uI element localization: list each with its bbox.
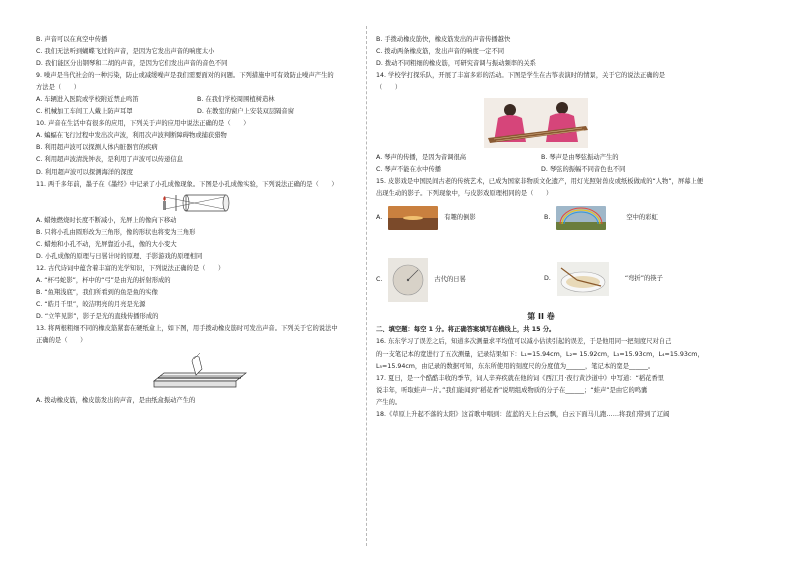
left-column xyxy=(36,36,358,409)
reflection-photo xyxy=(388,206,438,230)
option-d: D. 琴弦的振幅不同音色也不同 xyxy=(541,166,626,174)
performer-dress xyxy=(546,113,578,142)
option-c: C. “皓月千里”，皎洁明亮的月亮是光源 xyxy=(36,300,146,308)
option-label: “弯折”的筷子 xyxy=(624,275,663,283)
performer-head xyxy=(556,102,568,114)
option-a: A. “杯弓蛇影”，杯中的“弓”是由光的折射形成的 xyxy=(36,276,171,284)
option-a: A. 蜡烛燃烧时长度不断减小，光屏上的像向下移动 xyxy=(36,216,177,224)
bent-chopsticks-photo xyxy=(557,262,609,296)
option-c: C. 蜡烛和小孔不动，光屏靠近小孔，像的大小变大 xyxy=(36,240,177,248)
option-d: D. 利用超声波可以探测海洋的深度 xyxy=(36,168,134,176)
question-15-image-options-row1 xyxy=(376,202,706,256)
box-side xyxy=(154,381,236,387)
option-c: C. 机械加工车间工人戴上防声耳罩 xyxy=(36,108,133,116)
question-15-stem: 15. 皮影戏是中国民间古老的传统艺术，已成为国家非物质文化遗产，用灯光照射兽皮或纸板做成的“人物”，屏幕上便 xyxy=(376,178,704,186)
option-d: D. 在教室的窗户上安装双层隔音窗 xyxy=(197,108,295,116)
question-9-options-row1 xyxy=(36,96,358,104)
sundial-photo xyxy=(388,258,428,302)
option-text: D. 我们能区分出钢琴和二胡的声音，是因为它们发出声音的音色不同 xyxy=(36,60,228,68)
option-letter: A. xyxy=(376,214,383,222)
question-14-stem: 14. 学校学打探乐队，开展了丰富多彩的活动。下图是学生在古筝表演时的情景，关于它的说法正确的是 xyxy=(376,72,666,80)
option-c: C. 利用超声波清洗钟表，是利用了声波可以传递信息 xyxy=(36,156,183,164)
question-17-line: 说丰年，听取蛙声一片。”我们能闻到“稻花香”说明组成物质的分子在______；“蛙声”是由它的鸣囊 xyxy=(376,386,648,394)
option-a: A. 琴声的传播，是因为音调很高 xyxy=(376,154,467,162)
guzheng-performance-photo xyxy=(376,96,706,150)
camera-box xyxy=(186,195,226,211)
question-15-stem-end: 出现生动的影子。下列现象中，与皮影戏原理相同的是（ ） xyxy=(376,190,553,198)
option-a: A. 蝙蝠在飞行过程中发出次声波，利用次声波判断障碍物或捕获猎物 xyxy=(36,132,227,140)
option-label: 有趣的倒影 xyxy=(444,214,476,222)
hand-icon xyxy=(192,357,202,376)
option-a: A. 车辆进入医院或学校附近禁止鸣笛 xyxy=(36,96,139,104)
question-13-stem-end: 正确的是（ ） xyxy=(36,337,87,345)
question-12-stem: 12. 古代诗词中蕴含着丰富的光学知识，下列说法正确的是（ ） xyxy=(36,264,225,272)
option-text: C. 我们无法听到蝴蝶飞过的声音，是因为它发出声音的响度太小 xyxy=(36,48,215,56)
question-14-options-row2 xyxy=(376,166,706,174)
right-column xyxy=(376,36,706,423)
option-d: D. 小孔成像的原理与日晷计时的原理、手影游戏的原理相同 xyxy=(36,252,203,260)
option-d: D. “立竿见影”，影子是光的直线传播形成的 xyxy=(36,312,159,320)
option-label: 空中的彩虹 xyxy=(626,214,658,222)
pinhole-camera-figure xyxy=(36,193,358,213)
option-a: A. 拨动橡皮筋，橡皮筋发出的声音，是由纸盒振动产生的 xyxy=(36,397,196,405)
candle-flame xyxy=(163,196,166,201)
option-b: B. 只将小孔由圆形改为三角形，像的形状也将变为三角形 xyxy=(36,228,196,236)
option-letter: C. xyxy=(376,276,383,284)
question-16-line: L₅=15.94cm，由记录的数据可知，东东所使用的刻度尺的分度值为______，笔记本的宽是______。 xyxy=(376,362,655,370)
rainbow-photo xyxy=(556,206,606,230)
option-label: 古代的日晷 xyxy=(434,276,466,284)
option-c: C. 拨动两条橡皮筋，发出声音的响度一定不同 xyxy=(376,48,505,56)
question-14-options-row1 xyxy=(376,154,706,162)
option-b: B. 利用超声波可以探测人体内脏器官的疾病 xyxy=(36,144,158,152)
screen xyxy=(223,195,229,211)
option-c xyxy=(376,258,466,302)
option-b: B. 在我们学校周围植树造林 xyxy=(197,96,275,104)
question-16-line: 16. 东东学习了误差之后，知道多次测量求平均值可以减小估读引起的误差，于是他用同一把刻度尺对自己 xyxy=(376,338,672,346)
section-title: 第 II 卷 xyxy=(527,312,555,322)
question-10-stem: 10. 声音在生活中有很多的应用，下列关于声的应用中说法正确的是（ ） xyxy=(36,120,250,128)
column-divider xyxy=(366,26,367,546)
option-d xyxy=(544,262,663,296)
rubber-band-box-figure xyxy=(36,349,358,393)
question-9-stem-end: 方法是（ ） xyxy=(36,84,81,92)
question-17-line: 产生的。 xyxy=(376,398,402,406)
option-c: C. 琴声不能在水中传播 xyxy=(376,166,442,174)
option-b xyxy=(544,206,658,230)
question-15-image-options-row2 xyxy=(376,258,706,308)
rubber-band-box-diagram xyxy=(36,349,358,393)
option-b: B. 琴声是由琴弦振动产生的 xyxy=(541,154,619,162)
option-b: B. “鱼翔浅底”，我们所看到的鱼是鱼的实像 xyxy=(36,288,158,296)
part-2-heading: 二、填空题：每空 1 分。将正确答案填写在横线上，共 15 分。 xyxy=(376,326,556,334)
option-b: B. 手拨动橡皮筋快，橡皮筋发出的声音传播越快 xyxy=(376,36,511,43)
option-letter: D. xyxy=(544,275,551,283)
question-13-stem: 13. 将两根粗细不同的橡皮筋紧套在硬纸盒上，如下图，用手拨动橡皮筋时可发出声音。下列关于它的说法中 xyxy=(36,325,338,333)
option-letter: B. xyxy=(544,214,551,222)
question-9-stem: 9. 噪声是当代社会的一种污染，防止或减缓噪声是我们需要面对的问题。下列措施中可有效防止噪声产生的 xyxy=(36,72,334,80)
guzheng-photo-figure xyxy=(376,96,706,150)
option-a xyxy=(376,206,476,230)
question-14-stem-end: （ ） xyxy=(376,84,402,92)
question-16-line: 的一支笔记本的宽进行了五次测量，记录结果如下：L₁=15.94cm，L₂= 15.92cm，L₃=15.93cm，L₄=15.93cm， xyxy=(376,350,704,358)
question-9-options-row2 xyxy=(36,108,358,116)
box-top xyxy=(154,373,246,381)
pinhole-camera-diagram xyxy=(36,193,358,213)
option-d: D. 拨动不同粗细的橡皮筋，可研究音调与振动频率的关系 xyxy=(376,60,536,68)
question-18-line: 18.《草原上升起不落的太阳》这首歌中唱到：蓝蓝的天上白云飘，白云下面马儿跑……将我们带到了辽阔 xyxy=(376,410,670,418)
performer-head xyxy=(504,104,516,116)
question-11-stem: 11. 两千多年前，墨子在《墨经》中记录了小孔成像现象。下图是小孔成像实验，下列说法正确的是（ ） xyxy=(36,180,338,188)
question-17-line: 17. 夏日，是一个酷酷丰收的季节，词人辛弃疾就在他的词《西江月·夜行黄沙道中》中写道：“稻花香里 xyxy=(376,374,665,382)
option-text: B. 声音可以在真空中传播 xyxy=(36,36,108,43)
